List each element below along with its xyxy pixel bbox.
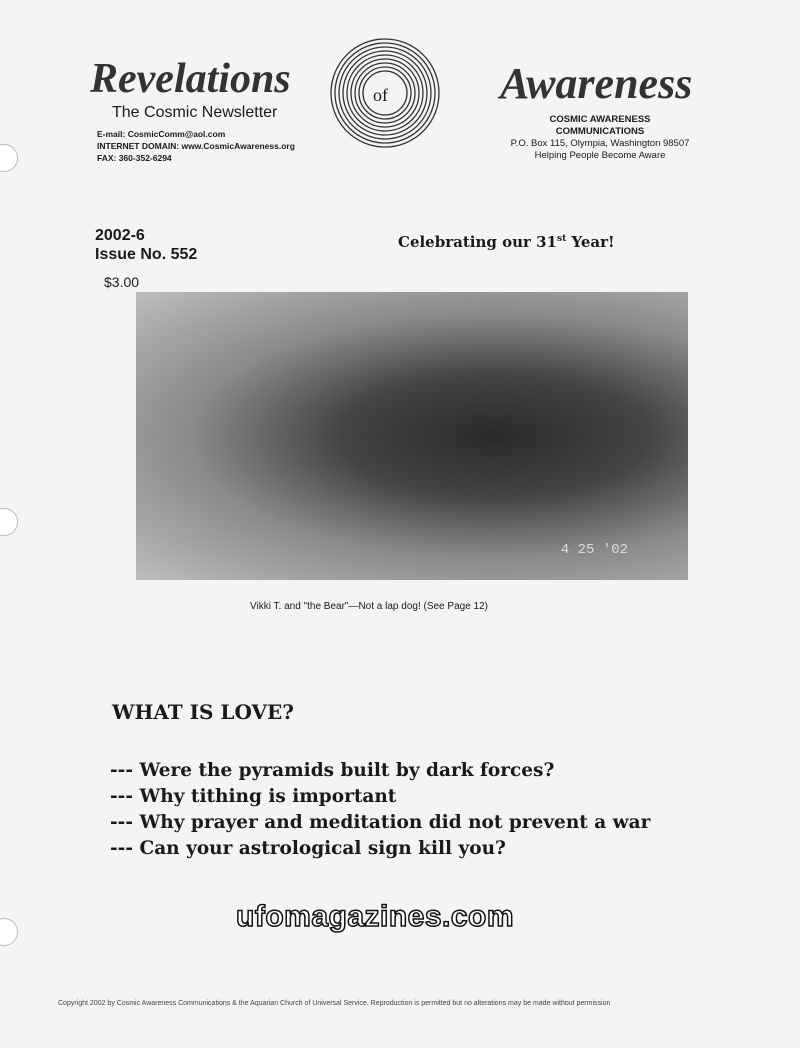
photo-caption: Vikki T. and "the Bear"—Not a lap dog! (See Page 12) [250,601,488,612]
fax: FAX: 360-352-6294 [97,153,172,163]
newsletter-subtitle: The Cosmic Newsletter [112,104,278,121]
photo-date-stamp: 4 25 '02 [560,542,628,558]
masthead-of: of [370,85,391,105]
masthead-title-right: Awareness [500,59,693,108]
contents-item: --- Why tithing is important [110,786,397,807]
publisher-info [505,114,695,162]
issue-number: Issue No. 552 [95,246,198,263]
copyright-footer: Copyright 2002 by Cosmic Awareness Communications & the Aquarian Church of Universal Service. Reproduction is permitted but no alterations may be made without permission [58,1000,611,1007]
celebrating-sup: st [557,234,567,244]
contents-item: --- Can your astrological sign kill you? [110,838,506,859]
cover-photo [136,292,688,580]
contents-item: --- Were the pyramids built by dark forces? [110,760,555,781]
contents-list [110,758,650,862]
contents-heading: WHAT IS LOVE? [112,700,295,724]
internet-domain: INTERNET DOMAIN: www.CosmicAwareness.org [97,141,295,151]
issue-year: 2002-6 [95,227,145,244]
celebrating-banner [398,233,615,251]
publisher-name: COSMIC AWARENESS COMMUNICATIONS [549,114,651,137]
publisher-tagline: Helping People Become Aware [534,150,666,161]
contents-item: --- Why prayer and meditation did not prevent a war [110,812,651,833]
issue-info [95,226,197,264]
celebrating-text: Celebrating our 31 [398,233,557,251]
celebrating-end: Year! [566,233,615,251]
binder-hole [0,918,18,946]
watermark: ufomagazines.com [236,900,515,933]
binder-hole [0,508,18,536]
price: $3.00 [104,274,140,290]
binder-hole [0,144,18,172]
masthead-title-left: Revelations [90,56,291,102]
publisher-address: P.O. Box 115, Olympia, Washington 98507 [510,138,690,149]
contact-info [97,128,295,164]
email: E-mail: CosmicComm@aol.com [97,129,226,139]
